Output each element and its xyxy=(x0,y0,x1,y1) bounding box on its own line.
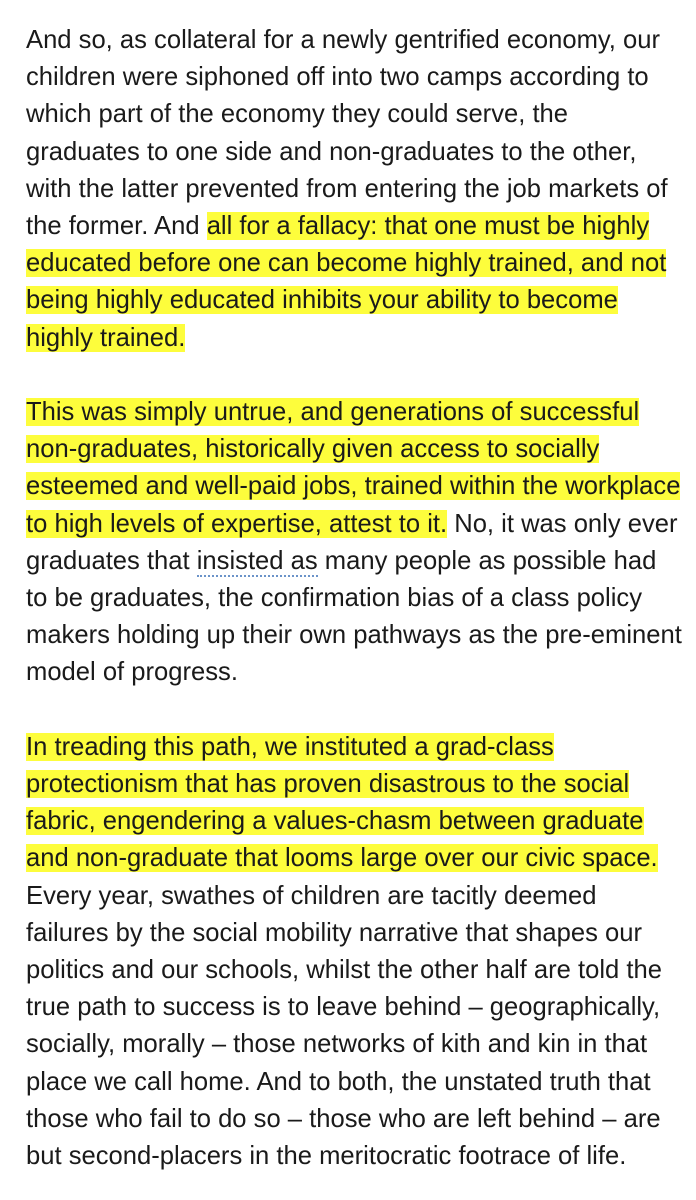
paragraph-2 xyxy=(26,394,684,692)
paragraph-1-highlight[interactable]: all for a fallacy: that one must be highly educated before one can become highly trained, and not being highly educated inhibits your ability to become highly trained. xyxy=(26,212,667,352)
paragraph-2-text-a: No, it was only ever graduates that xyxy=(26,509,678,575)
spelling-underline-phrase[interactable]: insisted as xyxy=(196,546,318,575)
paragraph-1 xyxy=(26,22,684,357)
paragraph-2-text-b: many people as possible had to be graduates, the confirmation bias of a class policy makers holding up their own pathways as the pre-eminent model of progress. xyxy=(26,546,682,687)
paragraph-2-highlight[interactable]: This was simply untrue, and generations of successful non-graduates, historically given access to socially esteemed and well-paid jobs, trained within the workplace to high levels of expertise, attest to it. xyxy=(26,398,681,538)
paragraph-1-text: And so, as collateral for a newly gentrified economy, our children were siphoned off into two camps according to which part of the economy they could serve, the graduates to one side and non-graduates to the other, with the latter prevented from entering the job markets of the former. And xyxy=(26,26,668,241)
paragraph-3 xyxy=(26,729,684,1175)
paragraph-3-text: Every year, swathes of children are tacitly deemed failures by the social mobility narrative that shapes our politics and our schools, whilst the other half are told the true path to success is to leave behind – geographically, socially, morally – those networks of kith and kin in that place we call home. And to both, the unstated truth that those who fail to do so – those who are left behind – are but second-placers in the meritocratic footrace of life. xyxy=(26,844,672,1171)
paragraph-3-highlight[interactable]: In treading this path, we instituted a grad-class protectionism that has proven disastrous to the social fabric, engendering a values-chasm between graduate and non-graduate that looms large over our civic space. xyxy=(26,732,658,873)
